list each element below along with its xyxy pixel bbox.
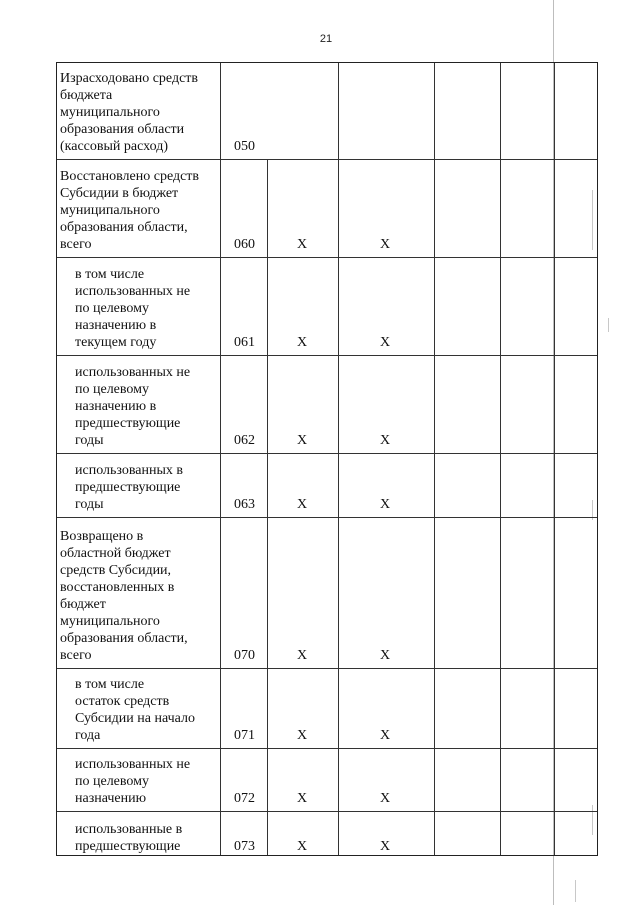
row-col3-value: X [296, 791, 308, 806]
table-row [57, 669, 597, 749]
row-col3-value: X [296, 728, 308, 743]
page-number: 21 [319, 33, 333, 45]
column-divider [267, 160, 268, 855]
row-name: использованных не по целевому назначению в предшествующие годы [75, 365, 191, 448]
row-col3-value: X [296, 839, 308, 854]
row-col3-value: X [296, 648, 308, 663]
row-col3-value: X [296, 237, 308, 252]
scan-mark [575, 880, 576, 902]
row-code: 072 [234, 791, 255, 806]
row-code: 050 [234, 139, 255, 154]
row-name: в том числе остаток средств Субсидии на начало года [75, 677, 195, 743]
row-name: Возвращено в областной бюджет средств Субсидии, восстановленных в бюджет муниципального образования области, всего [60, 529, 188, 663]
table-row [57, 258, 597, 356]
report-table [56, 62, 598, 856]
row-code: 073 [234, 839, 255, 854]
row-name: использованные в предшествующие [75, 822, 183, 854]
row-code: 062 [234, 433, 255, 448]
column-divider [434, 63, 435, 855]
table-row [57, 812, 597, 857]
row-col3-value: X [296, 335, 308, 350]
table-row [57, 356, 597, 454]
scan-mark [608, 318, 609, 332]
row-name: использованных в предшествующие годы [75, 463, 183, 512]
row-col4-value: X [379, 791, 391, 806]
row-name: Израсходовано средств бюджета муниципального образования области (кассовый расход) [60, 71, 199, 154]
row-col4-value: X [379, 728, 391, 743]
column-divider [500, 63, 501, 855]
row-name: использованных не по целевому назначению [75, 757, 191, 806]
column-divider [338, 63, 339, 855]
column-divider [554, 63, 555, 855]
row-code: 061 [234, 335, 255, 350]
row-col4-value: X [379, 648, 391, 663]
row-code: 063 [234, 497, 255, 512]
row-name: Восстановлено средств Субсидии в бюджет муниципального образования области, всего [60, 169, 200, 252]
row-col4-value: X [379, 433, 391, 448]
table-row [57, 518, 597, 669]
row-code: 071 [234, 728, 255, 743]
table-row [57, 454, 597, 518]
row-col4-value: X [379, 237, 391, 252]
row-col3-value: X [296, 497, 308, 512]
row-code: 060 [234, 237, 255, 252]
row-code: 070 [234, 648, 255, 663]
row-name: в том числе использованных не по целевому назначению в текущем году [75, 267, 191, 350]
row-col4-value: X [379, 335, 391, 350]
row-col4-value: X [379, 497, 391, 512]
column-divider [220, 63, 221, 855]
table-row [57, 749, 597, 812]
table-row [57, 160, 597, 258]
table-row [57, 63, 597, 160]
row-col3-value: X [296, 433, 308, 448]
row-col4-value: X [379, 839, 391, 854]
